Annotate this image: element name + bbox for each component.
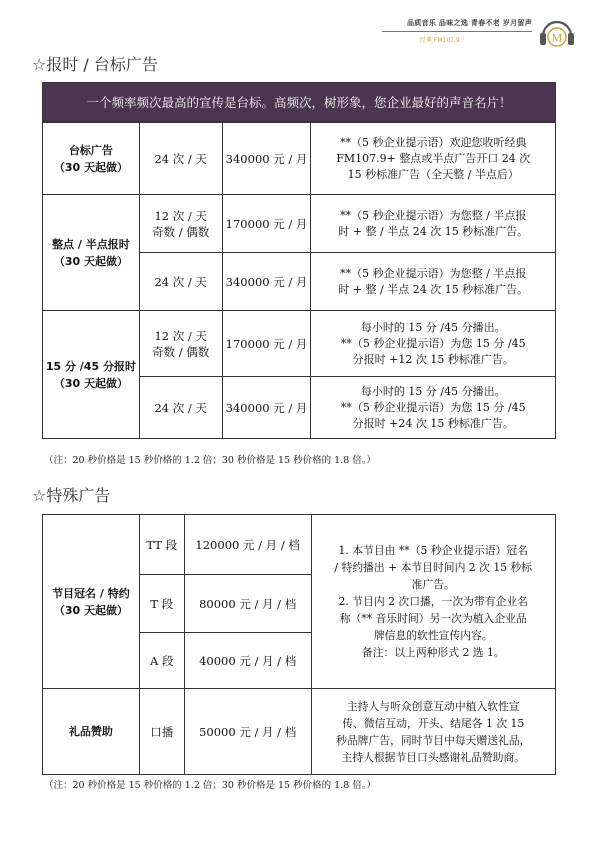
frequency-cell: 12 次 / 天 奇数 / 偶数	[139, 311, 222, 377]
category-cell: 礼品赞助	[43, 689, 140, 775]
timing-ad-table	[42, 122, 556, 439]
description-cell: **（5 秒企业提示语）为您整 / 半点报 时 + 整 / 半点 24 次 15 秒标准广告。	[311, 195, 556, 253]
section-banner: 一个频率频次最高的宣传是台标。高频次，树形象，您企业最好的声音名片！	[42, 82, 556, 122]
price-cell: 340000 元 / 月	[222, 377, 311, 439]
description-cell: **（5 秒企业提示语）为您整 / 半点报 时 + 整 / 半点 24 次 15 秒标准广告。	[311, 253, 556, 311]
logo-letter: M	[551, 30, 563, 45]
section-title-timing: ☆报时 / 台标广告	[32, 55, 158, 74]
description-cell: 1. 本节目由 **（5 秒企业提示语）冠名 / 特约播出 + 本节目时间内 2 次 15 秒标 准广告。 2. 节目内 2 次口播，一次为带有企业名 称（** 音乐时间）另一次为植入企业品 牌信息的软性宣传内容。 备注：以上两种形式 2 选 1。	[311, 515, 555, 689]
table-row	[43, 195, 556, 253]
frequency-cell: 24 次 / 天	[139, 253, 222, 311]
price-cell: 170000 元 / 月	[222, 195, 311, 253]
frequency-cell: 12 次 / 天 奇数 / 偶数	[139, 195, 222, 253]
table-row	[43, 689, 556, 775]
headphones-logo-icon	[538, 14, 576, 50]
header-slogan: 品质音乐 品味之选 青春不老 岁月留声	[406, 19, 532, 27]
category-cell: 节目冠名 / 特约 （30 天起做）	[43, 515, 140, 689]
page-header	[0, 12, 596, 52]
description-cell: 每小时的 15 分 /45 分播出。 **（5 秒企业提示语）为您 15 分 /45 分报时 +12 次 15 秒标准广告。	[311, 311, 556, 377]
segment-cell: A 段	[139, 633, 184, 689]
section-title-special: ☆特殊广告	[32, 486, 111, 505]
frequency-cell: 24 次 / 天	[139, 123, 222, 195]
pricing-note: （注：20 秒价格是 15 秒价格的 1.2 倍；30 秒价格是 15 秒价格的 1.8 倍。）	[44, 455, 377, 466]
price-cell: 340000 元 / 月	[222, 253, 311, 311]
category-cell: 整点 / 半点报时 （30 天起做）	[43, 195, 140, 311]
category-cell: 台标广告 （30 天起做）	[43, 123, 140, 195]
segment-cell: T 段	[139, 575, 184, 633]
price-cell: 80000 元 / 月 / 档	[184, 575, 311, 633]
price-cell: 50000 元 / 月 / 档	[184, 689, 311, 775]
description-cell: 每小时的 15 分 /45 分播出。 **（5 秒企业提示语）为您 15 分 /45 分报时 +24 次 15 秒标准广告。	[311, 377, 556, 439]
table-row	[43, 515, 556, 575]
price-cell: 120000 元 / 月 / 档	[184, 515, 311, 575]
description-cell: **（5 秒企业提示语）欢迎您收听经典 FM107.9+ 整点或半点广告开口 24 次 15 秒标准广告（全天整 / 半点后）	[311, 123, 556, 195]
special-ad-table	[42, 514, 556, 775]
table-row	[43, 311, 556, 377]
description-cell: 主持人与听众创意互动中植入软性宣 传、微信互动，开头、结尾各 1 次 15 秒品牌广告，同时节目中每天赠送礼品， 主持人根据节目口头感谢礼品赞助商。	[311, 689, 555, 775]
category-cell: 15 分 /45 分报时 （30 天起做）	[43, 311, 140, 439]
segment-cell: 口播	[139, 689, 184, 775]
price-cell: 340000 元 / 月	[222, 123, 311, 195]
segment-cell: TT 段	[139, 515, 184, 575]
header-frequency: 经典 FM107.9	[420, 37, 460, 44]
table-row	[43, 123, 556, 195]
price-cell: 170000 元 / 月	[222, 311, 311, 377]
header-divider	[382, 31, 532, 32]
price-cell: 40000 元 / 月 / 档	[184, 633, 311, 689]
pricing-note: （注：20 秒价格是 15 秒价格的 1.2 倍；30 秒价格是 15 秒价格的 1.8 倍。）	[44, 780, 377, 791]
frequency-cell: 24 次 / 天	[139, 377, 222, 439]
